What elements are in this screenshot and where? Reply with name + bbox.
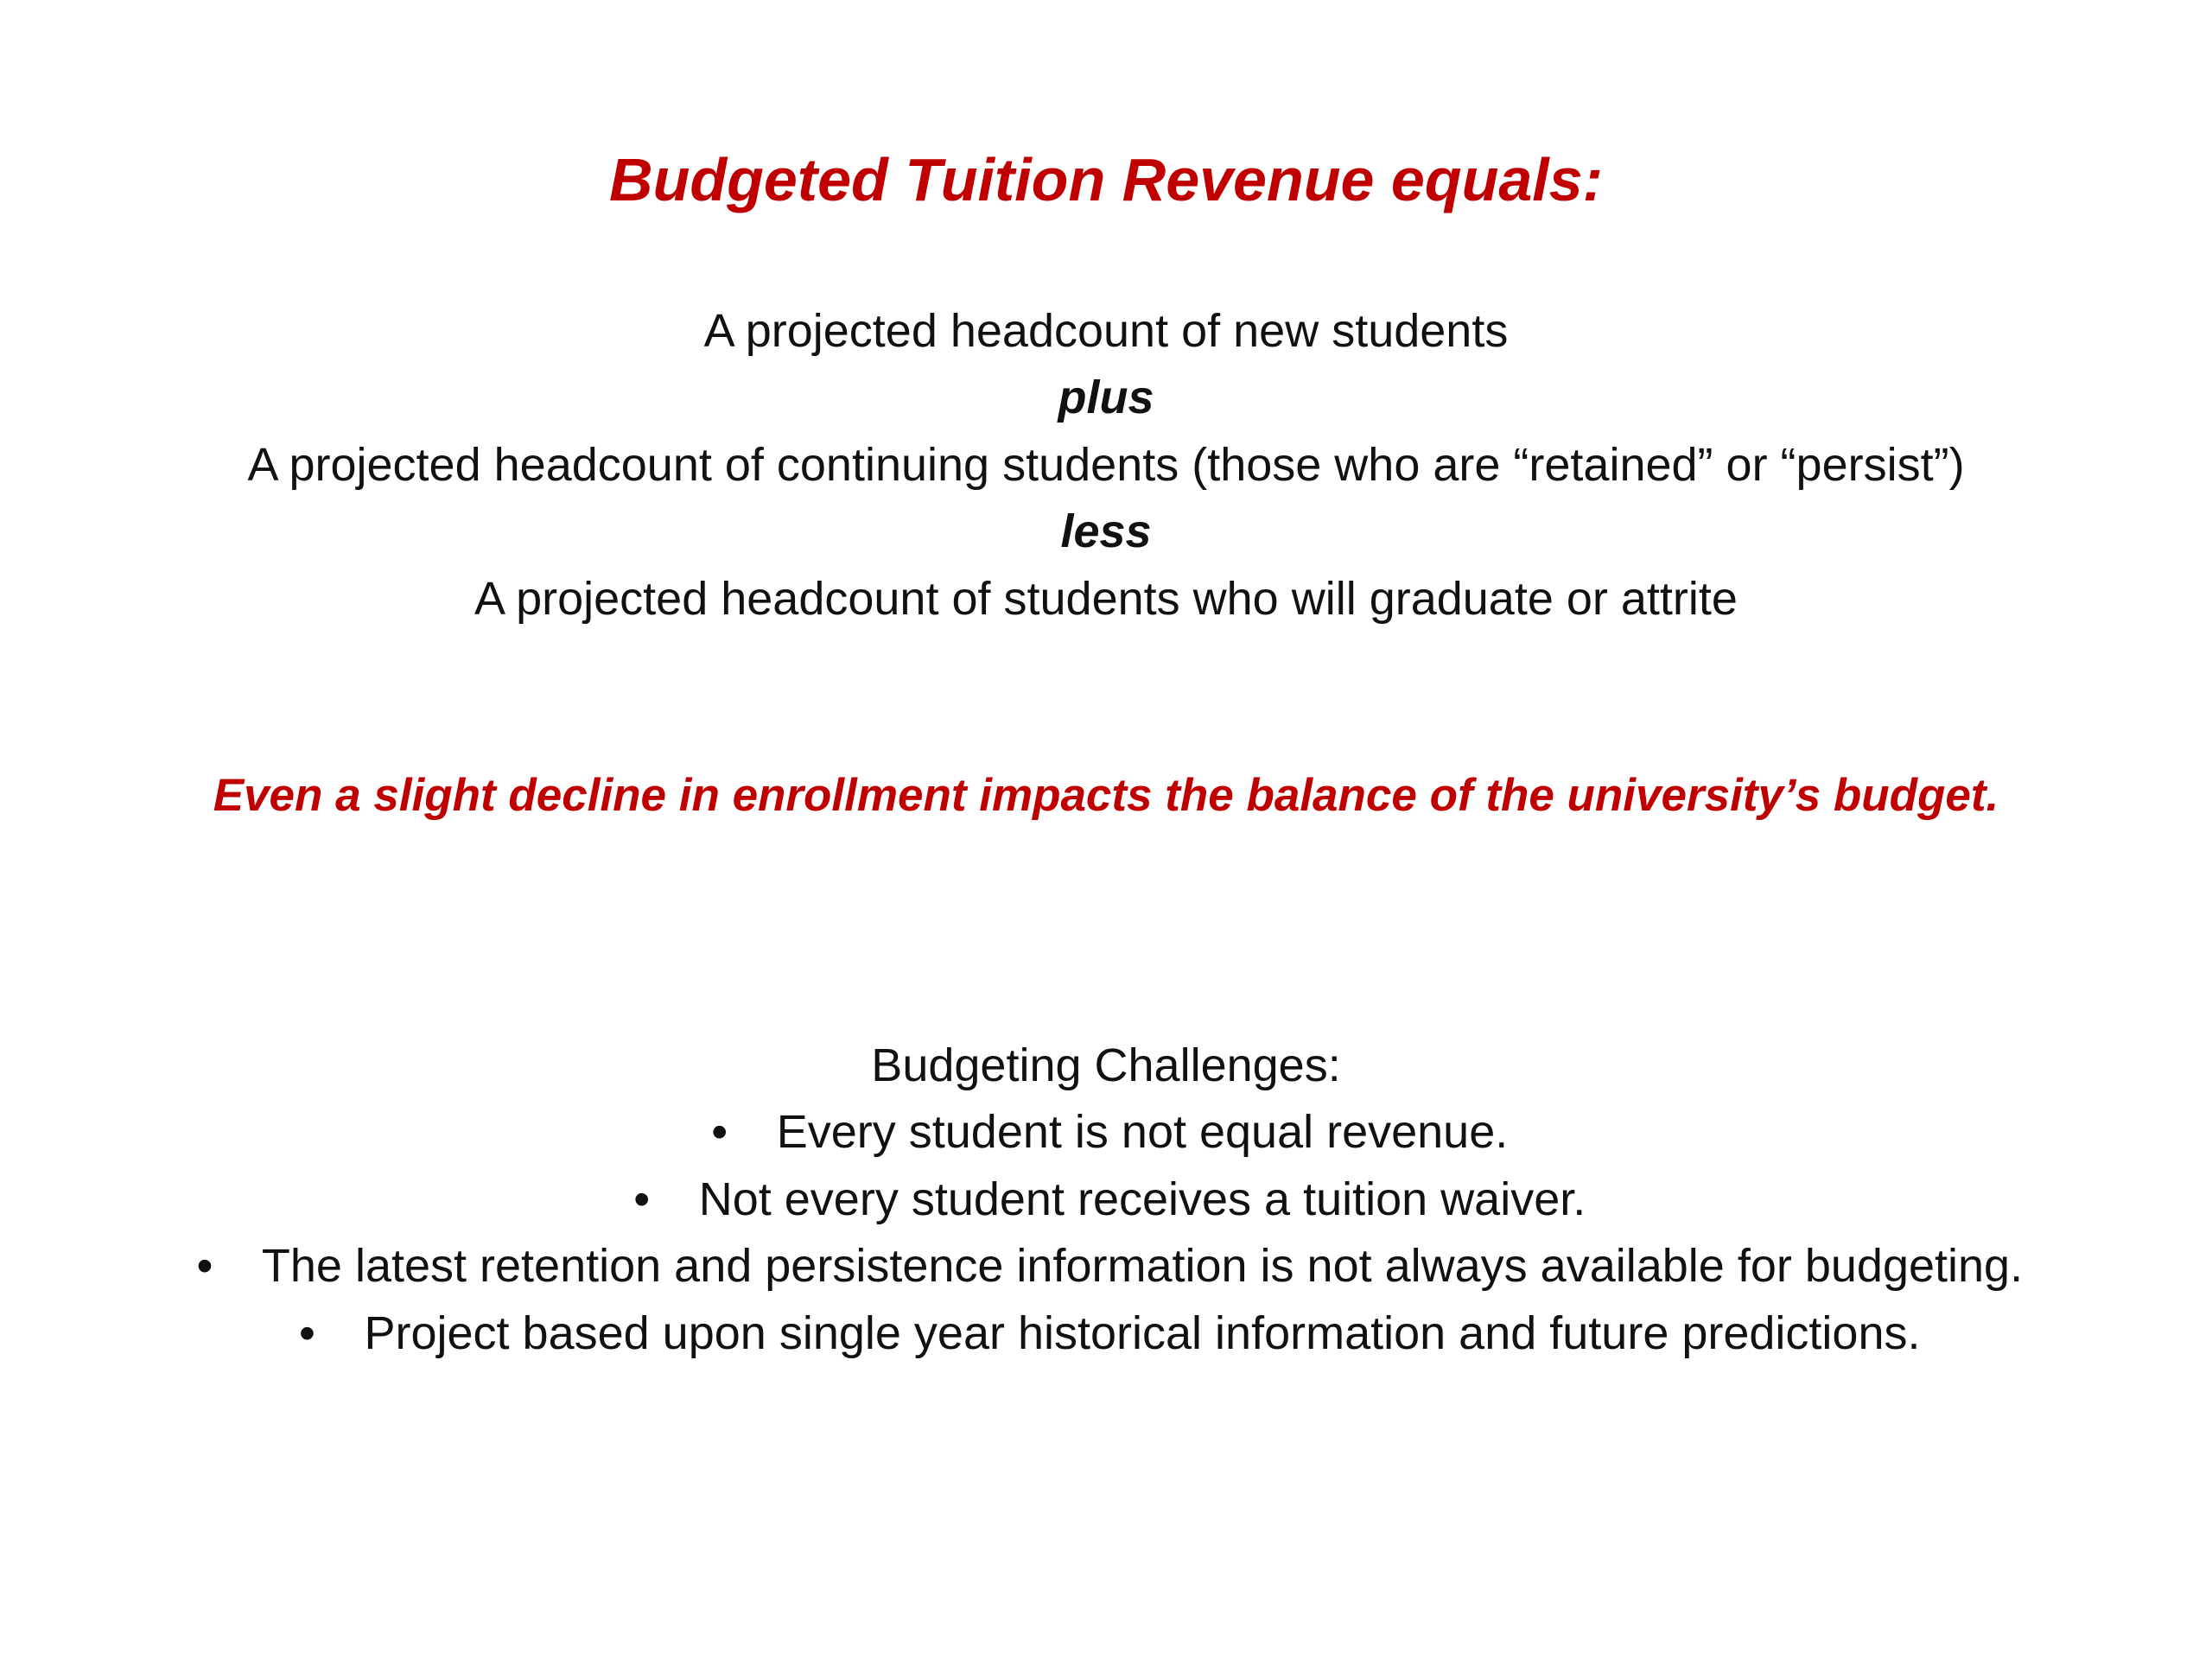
enrollment-warning: Even a slight decline in enrollment impacts the balance of the university’s budget. — [213, 770, 1999, 821]
bullet-icon: • — [196, 1240, 213, 1292]
bullet-icon: • — [633, 1173, 651, 1225]
challenge-item — [0, 1237, 2212, 1294]
formula-operator-plus: plus — [1058, 372, 1154, 423]
bullet-icon: • — [299, 1307, 315, 1359]
challenge-item-text: Project based upon single year historical information and future predictions. — [364, 1307, 1921, 1359]
formula-continuing-students: A projected headcount of continuing students (those who are “retained” or “persist”) — [247, 439, 1965, 491]
challenge-item-text: Every student is not equal revenue. — [776, 1106, 1509, 1158]
formula-graduating-students: A projected headcount of students who will graduate or attrite — [474, 573, 1738, 625]
bullet-icon: • — [711, 1106, 728, 1158]
challenge-item — [0, 1103, 2212, 1160]
challenge-item-text: Not every student receives a tuition waiver. — [698, 1173, 1586, 1225]
formula-new-students: A projected headcount of new students — [703, 305, 1509, 357]
challenge-item — [0, 1171, 2212, 1228]
challenges-heading: Budgeting Challenges: — [871, 1039, 1341, 1091]
challenge-item-text: The latest retention and persistence information is not always available for budgeting. — [261, 1240, 2024, 1292]
challenge-item — [0, 1305, 2212, 1362]
slide-title: Budgeted Tuition Revenue equals: — [609, 146, 1603, 213]
formula-operator-less: less — [1060, 505, 1152, 557]
